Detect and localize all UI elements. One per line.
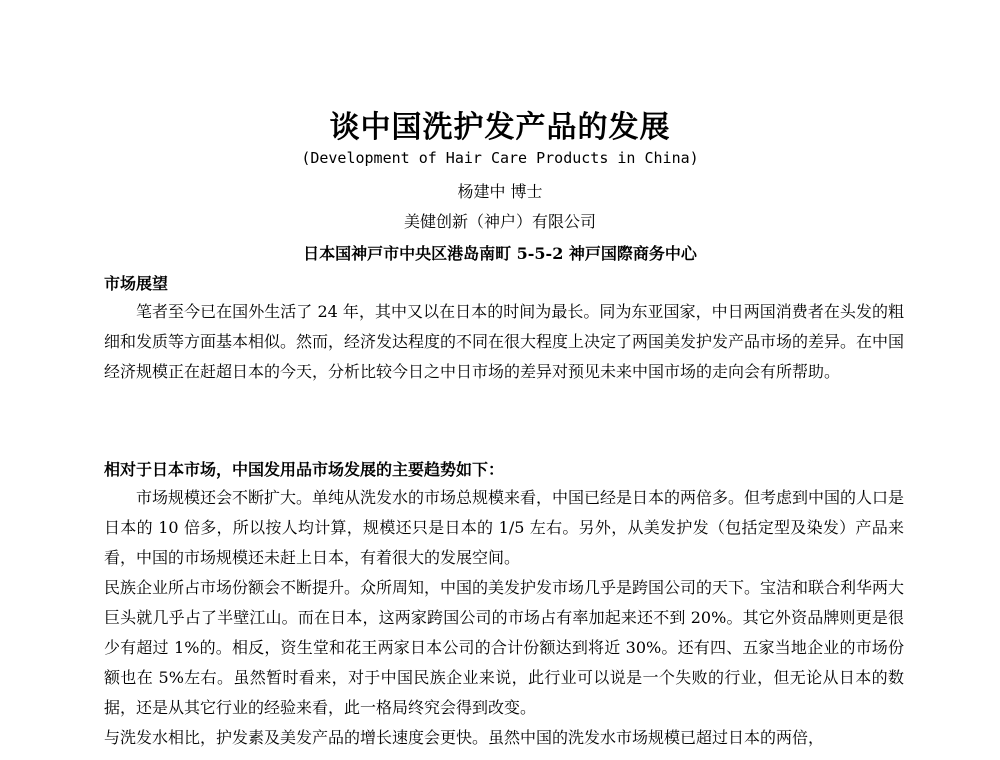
section-heading-trends: 相对于日本市场，中国发用品市场发展的主要趋势如下： [104, 460, 505, 479]
document-title: 谈中国洗护发产品的发展 [329, 110, 671, 145]
section-heading-market-outlook: 市场展望 [104, 274, 169, 293]
paragraph-trend-conditioner-growth: 与洗发水相比，护发素及美发产品的增长速度会更快。虽然中国的洗发水市场规模已超过日本的两倍， [104, 728, 825, 747]
author-name: 杨建中 博士 [457, 182, 543, 201]
paragraph-trend-domestic-share: 民族企业所占市场份额会不断提升。众所周知，中国的美发护发市场几乎是跨国公司的天下。宝洁和联合利华两大巨头就几乎占了半壁江山。而在日本，这两家跨国公司的市场占有率加起来还不到 20%。其它外资品牌则更是很少有超过 1%的。相反，资生堂和花王两家日本公司的合计份额达到将近 30%。还有四、五家当地企业的市场份额也在 5%左右。虽然暂时看来，对于中国民族企业来说，此行业可以说是一个失败的行业，但无论从日本的数据，还是从其它行业的经验来看，此一格局终究会得到改变。 [104, 578, 905, 717]
document-subtitle: (Development of Hair Care Products in China) [301, 149, 699, 167]
company-name: 美健创新（神户）有限公司 [403, 212, 596, 231]
paragraph-market-outlook: 笔者至今已在国外生活了 24 年，其中又以在日本的时间为最长。同为东亚国家，中日两国消费者在头发的粗细和发质等方面基本相似。然而，经济发达程度的不同在很大程度上决定了两国美发护发产品市场的差异。在中国经济规模正在赶超日本的今天，分析比较今日之中日市场的差异对预见未来中国市场的走向会有所帮助。 [104, 302, 905, 381]
paragraph-trend-market-scale: 市场规模还会不断扩大。单纯从洗发水的市场总规模来看，中国已经是日本的两倍多。但考虑到中国的人口是日本的 10 倍多，所以按人均计算，规模还只是日本的 1/5 左右。另外，从美发护发（包括定型及染发）产品来看，中国的市场规模还未赶上日本，有着很大的发展空间。 [104, 488, 905, 567]
company-address: 日本国神戸市中央区港岛南町 5-5-2 神戸国際商务中心 [303, 244, 697, 263]
